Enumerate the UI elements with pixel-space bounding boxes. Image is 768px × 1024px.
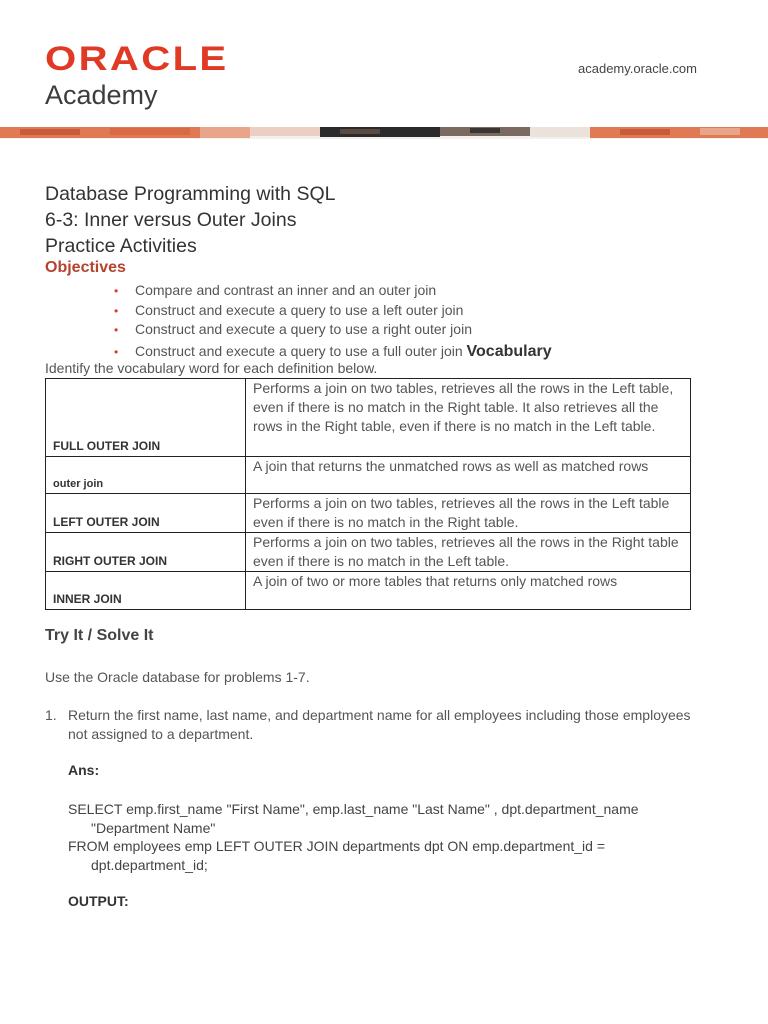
logo-wordmark: ORACLE <box>45 40 229 78</box>
bullet-icon: • <box>114 323 119 337</box>
objective-item: • Construct and execute a query to use a right outer join <box>114 320 552 340</box>
vocabulary-table <box>45 378 691 610</box>
objective-item: • Construct and execute a query to use a left outer join <box>114 301 552 321</box>
decorative-banner-stripe <box>0 127 768 139</box>
vocab-definition: Performs a join on two tables, retrieves all the rows in the Left table even if there is no match in the Right table. <box>246 494 691 533</box>
logo-subtitle: Academy <box>45 80 158 110</box>
table-row <box>46 457 691 494</box>
vocab-term: RIGHT OUTER JOIN <box>46 533 246 572</box>
table-row <box>46 572 691 610</box>
bullet-icon: • <box>114 303 119 318</box>
sql-line-continuation: "Department Name" <box>91 819 216 836</box>
objective-item: • Compare and contrast an inner and an outer join <box>114 281 552 301</box>
problem-number: 1. <box>45 707 57 723</box>
problem-text: Return the first name, last name, and department name for all employees including those employees not assigned to a department. <box>68 707 691 742</box>
objective-item: • Construct and execute a query to use a full outer join Vocabulary <box>114 342 552 362</box>
vocab-definition: A join that returns the unmatched rows as well as matched rows <box>246 457 691 494</box>
document-titles <box>45 181 335 259</box>
practice-heading: Try It / Solve It <box>45 627 154 644</box>
vocab-term: LEFT OUTER JOIN <box>46 494 246 533</box>
answer-label: Ans: <box>68 762 100 778</box>
bullet-icon: • <box>114 284 119 298</box>
vocabulary-heading: Vocabulary <box>466 342 552 360</box>
vocabulary-intro: Identify the vocabulary word for each definition below. <box>45 360 378 376</box>
course-title: Database Programming with SQL <box>45 183 336 205</box>
oracle-academy-logo <box>45 40 229 110</box>
vocab-definition: A join of two or more tables that returns only matched rows <box>246 572 691 610</box>
activity-title: Practice Activities <box>45 235 197 257</box>
table-row <box>46 533 691 572</box>
vocab-term: outer join <box>46 457 246 494</box>
sql-line: SELECT emp.first_name "First Name", emp.last_name "Last Name" , dpt.department_name <box>68 801 639 817</box>
practice-intro: Use the Oracle database for problems 1-7. <box>45 669 310 685</box>
objectives-list <box>114 281 552 361</box>
table-row <box>46 379 691 457</box>
output-label: OUTPUT: <box>68 893 129 909</box>
table-row <box>46 494 691 533</box>
lesson-title: 6-3: Inner versus Outer Joins <box>45 209 297 231</box>
bullet-icon: • <box>114 344 119 359</box>
problem-item <box>45 706 705 744</box>
site-url: academy.oracle.com <box>578 61 697 76</box>
objectives-heading: Objectives <box>45 259 126 276</box>
sql-answer <box>68 800 639 874</box>
vocab-term: FULL OUTER JOIN <box>46 379 246 457</box>
sql-line-continuation: dpt.department_id; <box>91 856 208 873</box>
sql-line: FROM employees emp LEFT OUTER JOIN departments dpt ON emp.department_id = <box>68 838 605 854</box>
vocab-term: INNER JOIN <box>46 572 246 610</box>
vocab-definition: Performs a join on two tables, retrieves all the rows in the Left table, even if there is no match in the Right table. It also retrieves all the rows in the Right table, even if there is no match in the Left table. <box>246 379 691 457</box>
vocab-definition: Performs a join on two tables, retrieves all the rows in the Right table even if there is no match in the Left table. <box>246 533 691 572</box>
